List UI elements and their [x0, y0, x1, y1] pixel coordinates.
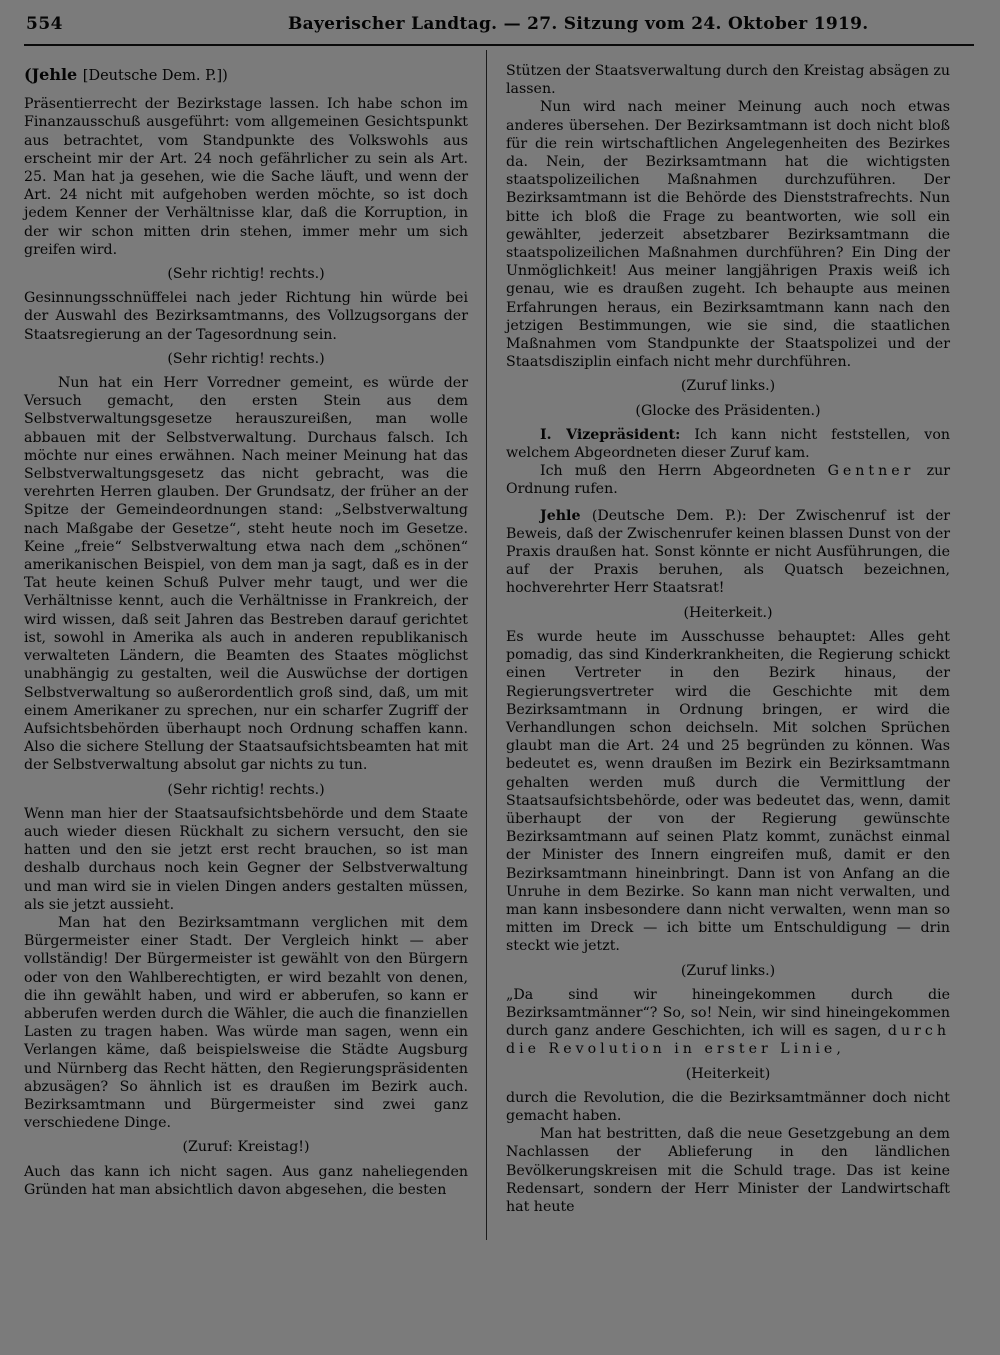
paragraph: Wenn man hier der Staatsaufsichtsbehörde und dem Staate auch wieder diesen Rückhalt zu sichern versucht, den sie hatten und den sie jetzt erst recht brauchen, so ist man deshalb durchaus noch kein Gegner der Selbstverwaltung und man wird sie in vielen Dingen anders gestalten müssen, als sie jetzt aussieht. — [24, 805, 468, 913]
speaker-text: (Deutsche Dem. P.): Der Zwischenruf ist der Beweis, daß der Zwischenrufer keinen blassen Dunst von der Praxis draußen hat. Sonst könnte er nicht Ausführungen, die auf der Praxis beruhen, als Quatsch bezeichnen, hochverehrter Herr Staatsrat! — [506, 507, 950, 597]
paragraph: Es wurde heute im Ausschusse behauptet: Alles geht pomadig, das sind Kinderkrankheiten, die Regierung schickt einen Vertreter in den Bezirk hinaus, der Regierungsvertreter wird die Geschichte mit dem Bezirksamtmann in Ordnung bringen, er wird die Verhandlungen schon deichseln. Mit solchen Sprüchen glaubt man die Art. 24 und 25 begründen zu können. Was bedeutet es, wenn draußen im Bezirk ein Bezirksamtmann gehalten werden muß durch die Vermittlung der Staatsaufsichtsbehörde, oder was bedeutet das, wenn, damit überhaupt der von der Regierung gewünschte Bezirksamtmann auf seinen Platz kommt, zunächst einmal der Minister des Innern eingreifen muß, damit er den Bezirksamtmann hineinbringt. Dann ist von Anfang an die Unruhe in dem Bezirke. So kann man nicht verwalten, und man kann insbesondere dann nicht verwalten, wenn man so mitten im Dreck — ich bitte um Entschuldigung — drin steckt wie jetzt. — [506, 628, 950, 955]
speaker-party: [Deutsche Dem. P.]) — [82, 68, 228, 84]
interjection: (Glocke des Präsidenten.) — [635, 402, 821, 419]
paragraph: Stützen der Staatsverwaltung durch den Kreistag absägen zu lassen. — [506, 63, 950, 98]
paragraph: Präsentierrecht der Bezirkstage lassen. Ich habe schon im Finanzausschuß ausgeführt: vom allgemeinen Gesichtspunkt aus betrachtet, vom Standpunkte des Volkswohls aus erscheint mir der Art. 24 noch gefährlicher zu sein als Art. 25. Man hat ja gesehen, wie die Sache läuft, und wenn der Art. 24 nicht mit aufgehoben werden möchte, so ist doch jedem Kenner der Verhältnisse klar, daß die Korruption, in der wir schon mitten drin stehen, immer mehr um sich greifen wird. — [24, 96, 468, 258]
header-rule — [24, 44, 974, 46]
speaker-name: (Jehle — [24, 65, 78, 84]
interjection: (Sehr richtig! rechts.) — [167, 266, 325, 283]
paragraph: durch die Revolution, die die Bezirksamtmänner doch nicht gemacht haben. — [506, 1089, 950, 1124]
interjection: (Sehr richtig! rechts.) — [167, 781, 325, 798]
interjection: (Zuruf links.) — [680, 378, 776, 395]
paragraph: Nun hat ein Herr Vorredner gemeint, es würde der Versuch gemacht, den ersten Stein aus dem Selbstverwaltungsgesetze herauszureißen, man wolle abbauen mit der Selbstverwaltung. Durchaus falsch. Ich möchte nur eines erwähnen. Nach meiner Meinung hat das Selbstverwaltungsgesetz das nicht gebracht, was die verehrten Herren glauben. Der Grundsatz, der früher an der Spitze der Gemeindeordnungen stand: „Selbstverwaltung nach Maßgabe der Gesetze“, steht heute noch im Gesetze. Keine „freie“ Selbstverwaltung etwa nach dem „schönen“ amerikanischen Beispiel, von dem man ja sagt, daß es in der Tat heute keinen Schuß Pulver mehr taugt, und wer die Verhältnisse kennt, auch die Verhältnisse in Frankreich, der wird wissen, daß seit Jahren das Bestreben darauf gerichtet ist, sowohl in Amerika als auch in anderen republikanisch verwalteten Ländern, die Beamten des Staates möglichst unabhängig zu gestalten, weil die Auswüchse der dortigen Selbstverwaltung so außerordentlich groß sind, daß, um mit einem Amerikaner zu sprechen, nur ein scharfer Zugriff der Aufsichtsbehörden überhaupt noch Ordnung schaffen kann. Also die sichere Stellung der Staatsaufsichtsbeamten hat mit der Selbstverwaltung absolut gar nichts zu tun. — [24, 375, 468, 774]
interjection: (Zuruf: Kreistag!) — [182, 1139, 310, 1156]
paragraph — [506, 462, 950, 498]
paragraph — [506, 507, 950, 598]
right-column — [506, 62, 950, 1216]
vice-president-text: Ich kann nicht feststellen, von welchem Abgeordneten dieser Zuruf kam. — [506, 426, 950, 462]
emphasized-text: durch die Revolution in erster Linie, — [506, 1023, 951, 1058]
member-name: Gentner — [827, 463, 915, 480]
text-run: zur Ordnung rufen. — [506, 463, 951, 498]
paragraph: Auch das kann ich nicht sagen. Aus ganz naheliegenden Gründen hat man absichtlich davon abgesehen, die besten — [24, 1163, 468, 1198]
interjection: (Zuruf links.) — [680, 962, 776, 979]
page-number: 554 — [26, 14, 63, 34]
paragraph: Man hat den Bezirksamtmann verglichen mit dem Bürgermeister einer Stadt. Der Vergleich hinkt — aber vollständig! Der Bürgermeister ist gewählt von den Bürgern oder von den Wahlberechtigten, er wird bezahlt von denen, die ihn gewählt haben, und wird er abberufen, so kann er abberufen werden durch die Wähler, die auch die finanziellen Lasten zu tragen haben. Was würde man sagen, wenn ein Verlangen käme, daß beispielsweise die Städte Augsburg und Nürnberg das Recht hätten, den Regierungspräsidenten abzusägen? So ähnlich ist es draußen im Bezirk auch. Bezirksamtmann und Bürgermeister sind zwei ganz verschiedene Dinge. — [24, 914, 468, 1132]
interjection: (Sehr richtig! rechts.) — [167, 350, 325, 367]
spacer — [506, 499, 950, 507]
page-header — [0, 0, 1000, 60]
paragraph: Man hat bestritten, daß die neue Gesetzgebung an dem Nachlassen der Ablieferung in den ländlichen Bevölkerungskreisen mit die Schuld trage. Das ist keine Redensart, sondern der Herr Minister der Landwirtschaft hat heute — [506, 1126, 950, 1215]
text-run: „Da sind wir hineingekommen durch die Bezirksamtmänner“? So, so! Nein, wir sind hineingekommen durch ganz andere Geschichten, ich will es sagen, — [506, 986, 950, 1040]
running-title: Bayerischer Landtag. — 27. Sitzung vom 24. Oktober 1919. — [288, 14, 869, 34]
vice-president-label: I. Vizepräsident: — [540, 426, 681, 443]
interjection: (Heiterkeit) — [685, 1065, 771, 1082]
text-run: Ich muß den Herrn Abgeordneten — [540, 463, 816, 480]
paragraph: Gesinnungsschnüffelei nach jeder Richtung hin würde bei der Auswahl des Bezirksamtmanns, des Vollzugsorgans der Staatsregierung an der Tagesordnung sein. — [24, 290, 468, 343]
interjection: (Heiterkeit.) — [683, 604, 773, 621]
left-column — [24, 62, 468, 1199]
paragraph: Nun wird nach meiner Meinung auch noch etwas anderes übersehen. Der Bezirksamtmann ist doch nicht bloß für die rein wirtschaftlichen Angelegenheiten des Bezirkes da. Nein, der Bezirksamtmann hat die wichtigsten staatspolizeilichen Maßnahmen durchzuführen. Der Bezirksamtmann ist die Behörde des Dienststrafrechts. Nun bitte ich bloß die Frage zu beantworten, wie soll ein gewählter, jederzeit absetzbarer Bezirksamtmann die staatspolizeilichen Maßnahmen durchführen? Ein Ding der Unmöglichkeit! Aus meiner langjährigen Praxis weiß ich genau, wie es draußen zugeht. Ich behaupte aus meinen Erfahrungen heraus, ein Bezirksamtmann kann nach den jetzigen Bestimmungen, wie sie sind, die staatlichen Maßnahmen vom Standpunkte der Staatspolizei und der Staatsdisziplin einfach nicht mehr durchführen. — [506, 99, 950, 371]
paragraph — [506, 986, 950, 1059]
column-divider — [486, 50, 487, 1240]
paragraph — [506, 426, 950, 462]
speaker-heading — [24, 66, 468, 85]
speaker-name: Jehle — [540, 507, 581, 524]
